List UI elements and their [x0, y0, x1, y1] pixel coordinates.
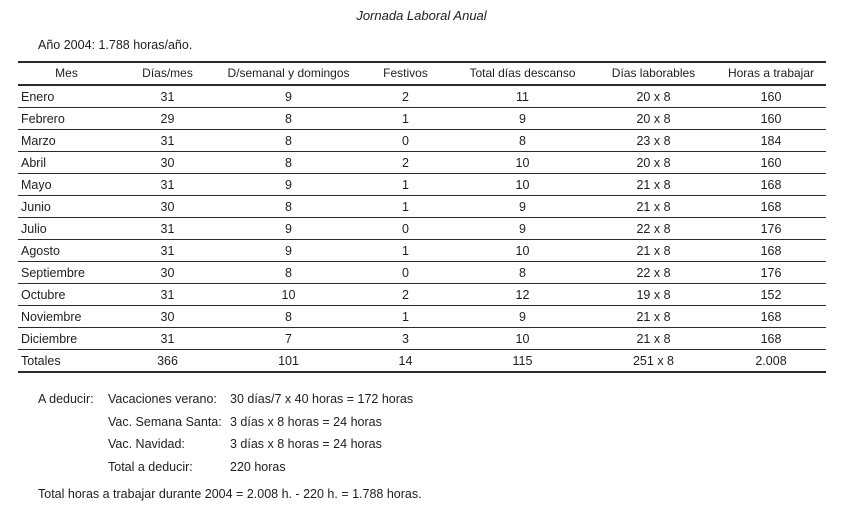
value-cell: 168 [716, 174, 826, 196]
table-row [18, 85, 826, 108]
header-cell: Total días descanso [454, 62, 591, 85]
value-cell: 30 [115, 152, 220, 174]
value-cell: 21 x 8 [591, 328, 716, 350]
totals-value-cell: 366 [115, 350, 220, 373]
value-cell: 30 [115, 196, 220, 218]
totals-row [18, 350, 826, 373]
value-cell: 8 [220, 262, 357, 284]
value-cell: 160 [716, 85, 826, 108]
deduction-row [38, 433, 843, 456]
deduction-rows [38, 388, 843, 478]
value-cell: 20 x 8 [591, 85, 716, 108]
header-cell: Mes [18, 62, 115, 85]
month-cell: Junio [18, 196, 115, 218]
value-cell: 152 [716, 284, 826, 306]
totals-value-cell: 251 x 8 [591, 350, 716, 373]
value-cell: 9 [454, 196, 591, 218]
value-cell: 31 [115, 130, 220, 152]
value-cell: 168 [716, 328, 826, 350]
month-cell: Enero [18, 85, 115, 108]
value-cell: 19 x 8 [591, 284, 716, 306]
value-cell: 8 [220, 152, 357, 174]
table-header-row [18, 62, 826, 85]
value-cell: 160 [716, 108, 826, 130]
deduction-name: Vac. Semana Santa: [108, 414, 222, 429]
value-cell: 21 x 8 [591, 240, 716, 262]
value-cell: 2 [357, 284, 454, 306]
header-cell: D/semanal y domingos [220, 62, 357, 85]
deduction-name: Vac. Navidad: [108, 437, 185, 451]
year-summary: Año 2004: 1.788 horas/año. [38, 38, 193, 52]
month-cell: Febrero [18, 108, 115, 130]
table-row [18, 218, 826, 240]
value-cell: 23 x 8 [591, 130, 716, 152]
value-cell: 12 [454, 284, 591, 306]
month-cell: Marzo [18, 130, 115, 152]
month-cell: Diciembre [18, 328, 115, 350]
table-row [18, 240, 826, 262]
header-cell: Días/mes [115, 62, 220, 85]
value-cell: 1 [357, 306, 454, 328]
deduction-name: Vacaciones verano: [108, 392, 217, 406]
value-cell: 10 [454, 328, 591, 350]
value-cell: 0 [357, 130, 454, 152]
value-cell: 168 [716, 306, 826, 328]
value-cell: 9 [220, 174, 357, 196]
deduction-value: 3 días x 8 horas = 24 horas [230, 437, 382, 451]
value-cell: 10 [454, 152, 591, 174]
table-row [18, 152, 826, 174]
value-cell: 8 [454, 130, 591, 152]
value-cell: 9 [454, 108, 591, 130]
totals-value-cell: 101 [220, 350, 357, 373]
value-cell: 0 [357, 218, 454, 240]
deduction-intro-label: A deducir: [38, 392, 94, 406]
value-cell: 29 [115, 108, 220, 130]
value-cell: 1 [357, 108, 454, 130]
deduction-intro-label [38, 433, 108, 456]
month-cell: Noviembre [18, 306, 115, 328]
value-cell: 184 [716, 130, 826, 152]
value-cell: 0 [357, 262, 454, 284]
total-summary-line: Total horas a trabajar durante 2004 = 2.008 h. - 220 h. = 1.788 horas. [38, 487, 422, 501]
deductions-section [38, 388, 843, 478]
table-row [18, 306, 826, 328]
value-cell: 20 x 8 [591, 152, 716, 174]
table-row [18, 174, 826, 196]
month-cell: Mayo [18, 174, 115, 196]
working-hours-table [18, 61, 826, 373]
deduction-row [38, 456, 843, 479]
value-cell: 31 [115, 328, 220, 350]
month-cell: Octubre [18, 284, 115, 306]
value-cell: 21 x 8 [591, 306, 716, 328]
table-row [18, 284, 826, 306]
value-cell: 31 [115, 85, 220, 108]
value-cell: 1 [357, 240, 454, 262]
header-cell: Días laborables [591, 62, 716, 85]
value-cell: 1 [357, 196, 454, 218]
value-cell: 8 [220, 306, 357, 328]
value-cell: 8 [220, 196, 357, 218]
value-cell: 10 [220, 284, 357, 306]
deduction-intro-label [38, 456, 108, 479]
table-row [18, 130, 826, 152]
header-cell: Horas a trabajar [716, 62, 826, 85]
header-cell: Festivos [357, 62, 454, 85]
value-cell: 1 [357, 174, 454, 196]
deduction-row [38, 388, 843, 411]
value-cell: 10 [454, 174, 591, 196]
value-cell: 21 x 8 [591, 174, 716, 196]
value-cell: 168 [716, 196, 826, 218]
deduction-value: 30 días/7 x 40 horas = 172 horas [230, 392, 414, 406]
value-cell: 10 [454, 240, 591, 262]
month-cell: Abril [18, 152, 115, 174]
deduction-value: 3 días x 8 horas = 24 horas [230, 414, 382, 429]
value-cell: 22 x 8 [591, 218, 716, 240]
page-title: Jornada Laboral Anual [356, 8, 487, 23]
value-cell: 30 [115, 306, 220, 328]
value-cell: 21 x 8 [591, 196, 716, 218]
table-row [18, 262, 826, 284]
value-cell: 160 [716, 152, 826, 174]
value-cell: 8 [220, 130, 357, 152]
value-cell: 31 [115, 240, 220, 262]
deduction-row [38, 411, 843, 434]
value-cell: 22 x 8 [591, 262, 716, 284]
value-cell: 31 [115, 218, 220, 240]
value-cell: 8 [220, 108, 357, 130]
table-row [18, 196, 826, 218]
value-cell: 8 [454, 262, 591, 284]
value-cell: 30 [115, 262, 220, 284]
deduction-name: Total a deducir: [108, 459, 193, 474]
month-cell: Septiembre [18, 262, 115, 284]
value-cell: 3 [357, 328, 454, 350]
value-cell: 168 [716, 240, 826, 262]
table-row [18, 108, 826, 130]
value-cell: 9 [220, 85, 357, 108]
value-cell: 11 [454, 85, 591, 108]
totals-value-cell: 14 [357, 350, 454, 373]
totals-label-cell: Totales [18, 350, 115, 373]
value-cell: 176 [716, 218, 826, 240]
month-cell: Julio [18, 218, 115, 240]
value-cell: 9 [454, 306, 591, 328]
value-cell: 176 [716, 262, 826, 284]
deduction-intro-label [38, 411, 108, 434]
month-cell: Agosto [18, 240, 115, 262]
value-cell: 2 [357, 152, 454, 174]
value-cell: 9 [220, 218, 357, 240]
table-body [18, 85, 826, 350]
totals-value-cell: 115 [454, 350, 591, 373]
value-cell: 2 [357, 85, 454, 108]
deduction-value: 220 horas [230, 459, 286, 474]
value-cell: 31 [115, 284, 220, 306]
value-cell: 7 [220, 328, 357, 350]
value-cell: 9 [454, 218, 591, 240]
value-cell: 20 x 8 [591, 108, 716, 130]
table-row [18, 328, 826, 350]
value-cell: 9 [220, 240, 357, 262]
value-cell: 31 [115, 174, 220, 196]
totals-value-cell: 2.008 [716, 350, 826, 373]
